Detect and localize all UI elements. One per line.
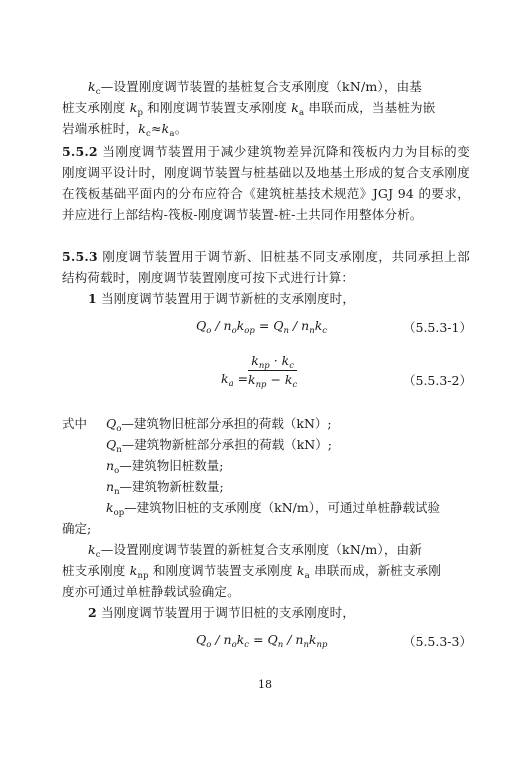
item-2: 2 当刚度调节装置用于调节旧桩的支承刚度时， bbox=[88, 605, 356, 620]
equation-5-5-3-2-fraction: $k_{np} \cdot k_c$ $k_{np} - k_c$ bbox=[248, 353, 298, 390]
equation-5-5-3-2-lhs: $k_a$ = bbox=[221, 371, 249, 389]
definition-no: $n_o—$建筑物旧桩数量; bbox=[106, 458, 224, 476]
equation-5-5-3-3: $Q_o / n_ok_c = Q_n / n_nk_{np}$ bbox=[196, 632, 328, 650]
definition-Qo: $Q_o—$建筑物旧桩部分承担的荷载（kN）; bbox=[106, 416, 332, 434]
definition-kc: $k_c—$设置刚度调节装置的新桩复合支承刚度（kN/m），由新 桩支承刚度 $k_{np}$ 和刚度调节装置支承刚度 $k_a$ 串联而成，新桩支承刚 度亦可通过单桩静载试验确定。 bbox=[62, 542, 442, 599]
clause-5-5-3: 5.5.3 刚度调节装置用于调节新、旧桩基不同支承刚度，共同承担上部结构荷载时，刚度调节装置刚度可按下式进行计算： bbox=[62, 249, 470, 285]
kc-definition-paragraph: $k_c—$设置刚度调节装置的基桩复合支承刚度（kN/m），由基 桩支承刚度 $k_p$ 和刚度调节装置支承刚度 $k_a$ 串联而成，当基桩为嵌 岩端承桩时，$k_c\approx k_a$。 bbox=[62, 79, 436, 139]
equation-5-5-3-1: $Q_o / n_ok_{op} = Q_n / n_nk_c$ bbox=[196, 318, 328, 336]
equation-number: （5.5.3-3） bbox=[403, 634, 472, 649]
page-number: 18 bbox=[258, 678, 272, 691]
clause-5-5-2: 5.5.2 当刚度调节装置用于减少建筑物差异沉降和筏板内力为目标的变刚度调平设计时，刚度调节装置与桩基础以及地基土形成的复合支承刚度在筏板基础平面内的分布应符合《建筑桩基技术规范》JGJ 94 的要求，并应进行上部结构-筏板-刚度调节装置-桩-土共同作用整体分析。 bbox=[62, 144, 470, 222]
item-1: 1 当刚度调节装置用于调节新桩的支承刚度时， bbox=[88, 291, 356, 306]
definition-Qn: $Q_n—$建筑物新桩部分承担的荷载（kN）; bbox=[106, 437, 332, 455]
equation-number: （5.5.3-2） bbox=[403, 373, 472, 388]
definition-kop: $k_{op}—$建筑物旧桩的支承刚度（kN/m），可通过单桩静载试验 bbox=[106, 500, 440, 518]
equation-number: （5.5.3-1） bbox=[403, 320, 472, 335]
definition-kop-continued: 确定; bbox=[62, 521, 92, 536]
clause-number: 5.5.3 bbox=[62, 249, 98, 264]
definition-nn: $n_n—$建筑物新桩数量; bbox=[106, 479, 224, 497]
clause-number: 5.5.2 bbox=[62, 144, 98, 159]
where-label: 式中 bbox=[62, 416, 88, 431]
